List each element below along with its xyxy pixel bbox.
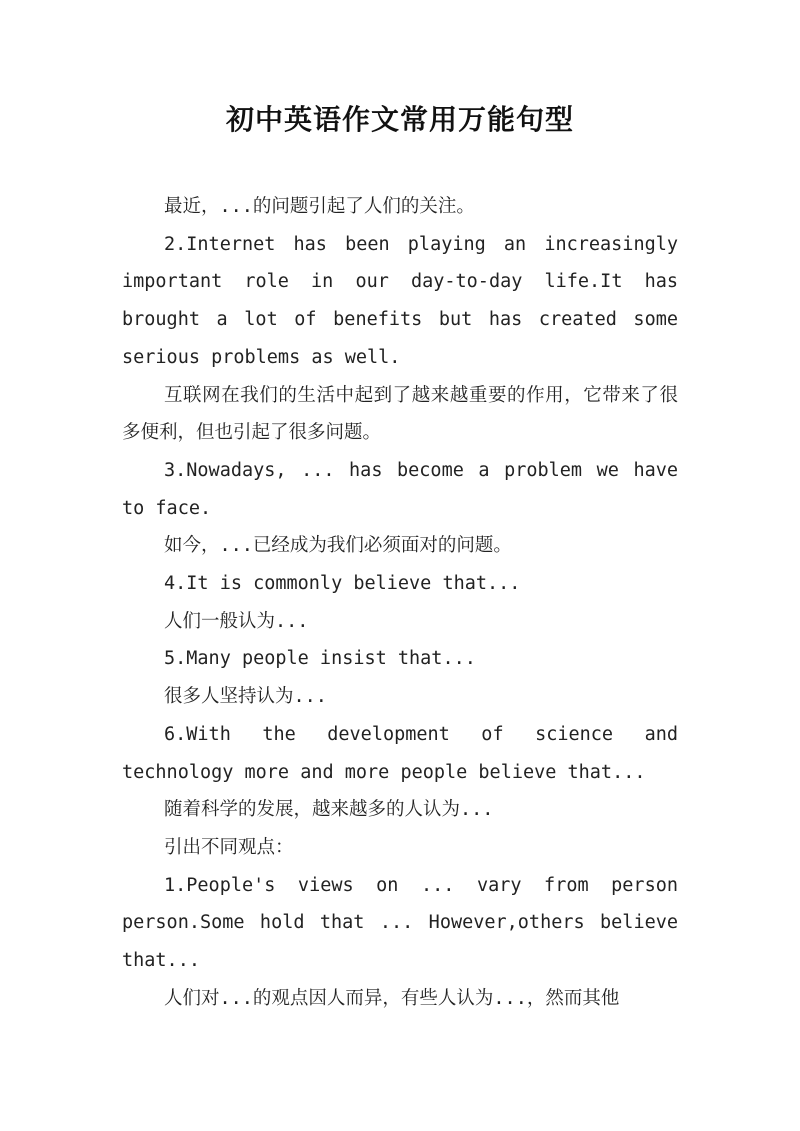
paragraph: 5.Many people insist that... bbox=[164, 648, 476, 670]
paragraph: 如今，...已经成为我们必须面对的问题。 bbox=[164, 535, 512, 557]
paragraph: 随着科学的发展，越来越多的人认为... bbox=[164, 799, 494, 821]
paragraph: 引出不同观点： bbox=[164, 836, 294, 858]
paragraph: 3.Nowadays, ... has become a problem we have to face. bbox=[122, 459, 678, 519]
paragraph: 很多人坚持认为... bbox=[164, 686, 327, 708]
paragraph: 最近，...的问题引起了人们的关注。 bbox=[164, 196, 475, 217]
paragraph: 人们一般认为... bbox=[164, 610, 309, 632]
paragraph: 4.It is commonly believe that... bbox=[164, 573, 521, 595]
paragraph: 互联网在我们的生活中起到了越来越重要的作用，它带来了很多便利，但也引起了很多问题。 bbox=[122, 384, 678, 444]
paragraph: 人们对...的观点因人而异，有些人认为...，然而其他 bbox=[164, 987, 620, 1009]
document-body bbox=[122, 188, 678, 1017]
document-title: 初中英语作文常用万能句型 bbox=[225, 103, 574, 136]
paragraph: 1.People's views on ... vary from person person.Some hold that ... However,others believe that... bbox=[122, 874, 678, 972]
paragraph: 2.Internet has been playing an increasingly important role in our day-to-day life.It has brought a lot of benefits but has created some serious problems as well. bbox=[122, 233, 678, 368]
paragraph: 6.With the development of science and technology more and more people believe that... bbox=[122, 723, 678, 783]
